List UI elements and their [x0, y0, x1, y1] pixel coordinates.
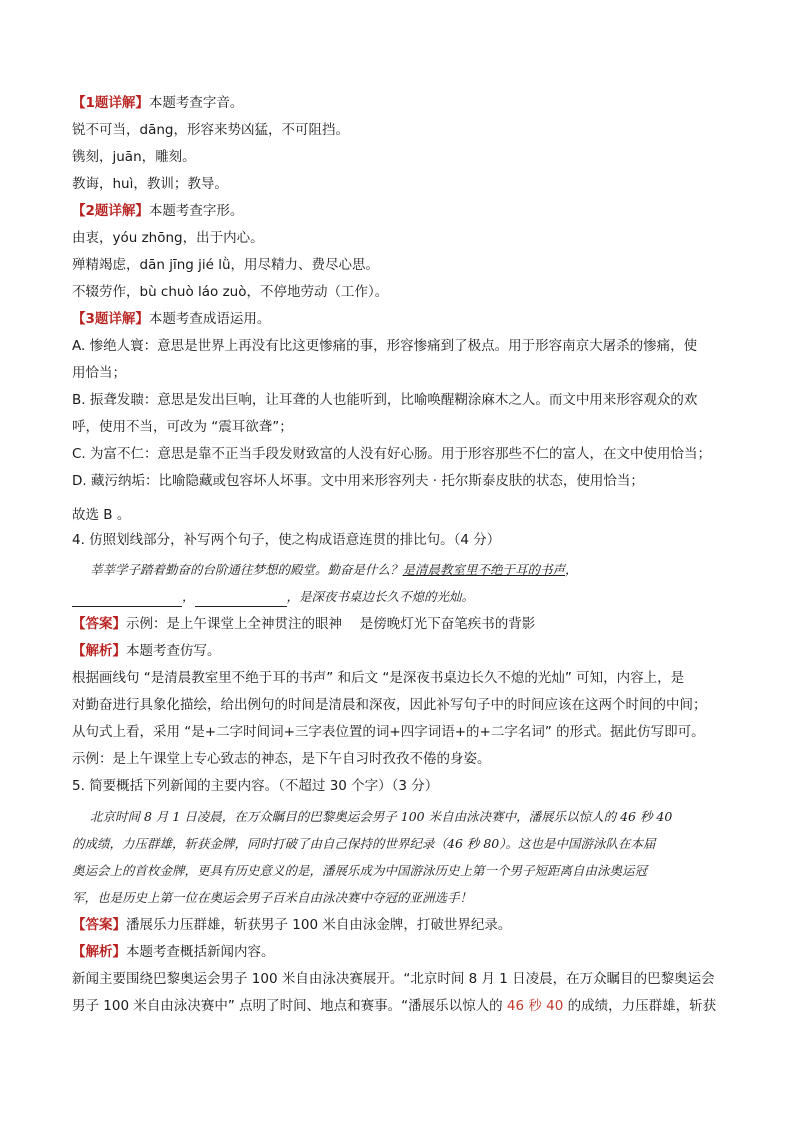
analysis-line: 新闻主要围绕巴黎奥运会男子 100 米自由泳决赛展开。“北京时间 8 月 1 日凌晨，在万众瞩目的巴黎奥运会: [72, 971, 715, 987]
option-c: C. 为富不仁：意思是靠不正当手段发财致富的人没有好心肠。用于形容那些不仁的富人，在文中使用恰当；: [72, 446, 712, 462]
question-5-analysis-heading: [72, 942, 275, 962]
answer-blank-1[interactable]: [72, 593, 182, 607]
analysis-line: 根据画线句 “是清晨教室里不绝于耳的书声” 和后文 “是深夜书桌边长久不熄的光灿” 可知，内容上，是: [72, 670, 685, 686]
option-d: D. 藏污纳垢：比喻隐藏或包容坏人坏事。文中用来形容列夫 · 托尔斯泰皮肤的状态，使用恰当；: [72, 473, 644, 489]
question-4-title: 4. 仿照划线部分，补写两个句子，使之构成语意连贯的排比句。（4 分）: [72, 532, 501, 548]
option-a-line2: 用恰当；: [72, 365, 126, 381]
option-a-line1: A. 惨绝人寰：意思是世界上再没有比这更惨痛的事，形容惨痛到了极点。用于形容南京大屠杀的惨痛，使: [72, 338, 698, 354]
question-4-passage: [90, 560, 578, 580]
option-b-line1: B. 振聋发聩：意思是发出巨响，让耳聋的人也能听到，比喻唤醒糊涂麻木之人。而文中用来形容观众的欢: [72, 392, 698, 408]
passage-punct: ，: [565, 562, 578, 577]
analysis-line: 对勤奋进行具象化描绘，给出例句的时间是清晨和深夜，因此补写句子中的时间应该在这两个时间的中间；: [72, 697, 707, 713]
section-3-heading: [72, 309, 270, 329]
section-title: 本题考查成语运用。: [148, 311, 271, 327]
analysis-title: 本题考查概括新闻内容。: [126, 944, 275, 960]
analysis-line: 从句式上看，采用 “是+二字时间词+三字表位置的词+四字词语+的+二字名词” 的形式。据此仿写即可。: [72, 724, 705, 740]
analysis-tag: 【解析】: [72, 944, 126, 960]
analysis-line: 示例：是上午课堂上专心致志的神态，是下午自习时孜孜不倦的身姿。: [72, 751, 491, 767]
question-4-analysis-heading: [72, 641, 221, 661]
analysis-text: 的成绩，力压群雄，斩获: [563, 998, 717, 1014]
section-2-heading: [72, 201, 243, 221]
news-passage-line: 军，也是历史上第一位在奥运会男子百米自由泳决赛中夺冠的亚洲选手！: [72, 890, 473, 905]
answer-text: 潘展乐力压群雄，斩获男子 100 米自由泳金牌，打破世界纪录。: [126, 917, 512, 933]
blank-separator: ，: [182, 589, 195, 604]
section-tag: 【3题详解】: [72, 311, 149, 327]
text-line: 殚精竭虑，dān jīng jié lǜ，用尽精力、费尽心思。: [72, 257, 380, 273]
section-1-heading: [72, 93, 243, 113]
option-b-line2: 呼，使用不当，可改为 “震耳欲聋”；: [72, 419, 293, 435]
text-line: 教诲，huì，教训；教导。: [72, 176, 228, 192]
analysis-text: 男子 100 米自由泳决赛中” 点明了时间、地点和赛事。“潘展乐以惊人的: [72, 998, 507, 1014]
underlined-example: 是清晨教室里不绝于耳的书声: [402, 562, 566, 577]
section-title: 本题考查字形。: [148, 203, 244, 219]
text-line: 不辍劳作，bù chuò láo zuò，不停地劳动（工作）。: [72, 284, 389, 300]
text-line: 由衷，yóu zhōng，出于内心。: [72, 230, 264, 246]
analysis-tag: 【解析】: [72, 643, 126, 659]
answer-text: 示例：是上午课堂上全神贯注的眼神 是傍晚灯光下奋笔疾书的背影: [126, 616, 536, 632]
section-tag: 【1题详解】: [72, 95, 149, 111]
news-passage-line: 的成绩，力压群雄，斩获金牌，同时打破了由自己保持的世界纪录（46 秒 80）。这也是中国游泳队在本届: [72, 836, 656, 851]
analysis-line: [72, 996, 716, 1016]
question-4-blanks: [72, 587, 474, 607]
text-line: 镌刻，juān，雕刻。: [72, 149, 196, 165]
section-tag: 【2题详解】: [72, 203, 149, 219]
answer-tag: 【答案】: [72, 616, 126, 632]
news-passage-line: 奥运会上的首枚金牌，更具有历史意义的是，潘展乐成为中国游泳历史上第一个男子短距离自由泳奥运冠: [72, 863, 648, 878]
section-title: 本题考查字音。: [148, 95, 244, 111]
passage-text: ，是深夜书桌边长久不熄的光灿。: [286, 589, 475, 604]
question-4-answer: [72, 614, 535, 634]
analysis-title: 本题考查仿写。: [126, 643, 221, 659]
question-5-answer: [72, 915, 511, 935]
passage-text: 莘莘学子踏着勤奋的台阶通往梦想的殿堂。勤奋是什么？: [90, 562, 403, 577]
highlighted-time: 46 秒 40: [506, 998, 564, 1014]
question-5-title: 5. 简要概括下列新闻的主要内容。（不超过 30 个字）（3 分）: [72, 778, 439, 794]
news-passage-line: 北京时间 8 月 1 日凌晨，在万众瞩目的巴黎奥运会男子 100 米自由泳决赛中，潘展乐以惊人的 46 秒 40: [90, 809, 673, 824]
text-line: 锐不可当，dāng，形容来势凶猛，不可阻挡。: [72, 122, 349, 138]
answer-choice: 故选 B 。: [72, 507, 131, 523]
answer-tag: 【答案】: [72, 917, 126, 933]
answer-blank-2[interactable]: [195, 593, 287, 607]
